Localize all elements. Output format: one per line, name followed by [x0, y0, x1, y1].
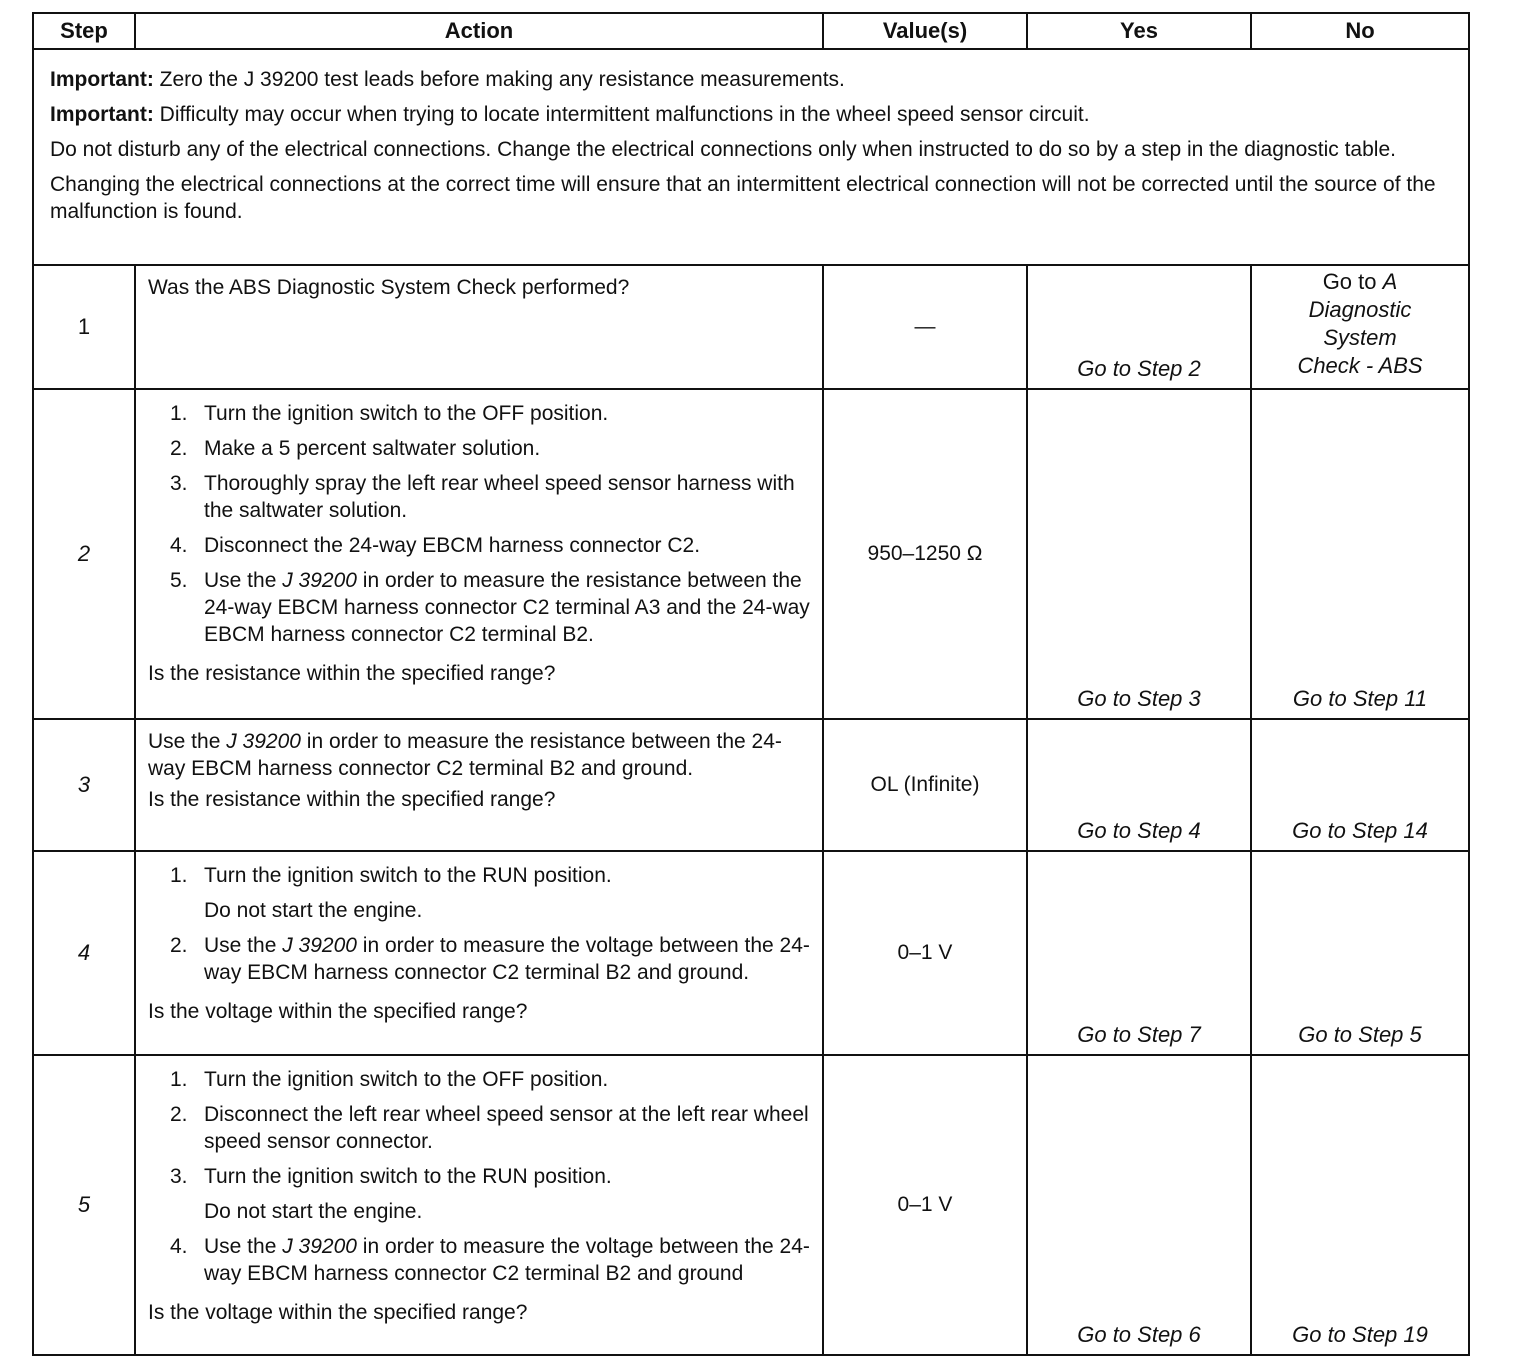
list-item [170, 932, 810, 986]
list-item [170, 897, 810, 924]
no-cell: Go to Step 5 [1251, 851, 1469, 1055]
item-text: Turn the ignition switch to the RUN position. [204, 864, 612, 887]
list-item [170, 567, 810, 648]
list-item [170, 1163, 810, 1190]
yes-cell: Go to Step 3 [1027, 389, 1251, 719]
item-text: Turn the ignition switch to the RUN position. [204, 1165, 612, 1188]
item-text-post: in order to measure the voltage between the 24-way EBCM harness connector C2 terminal B2 and ground. [204, 934, 810, 984]
table-row [33, 389, 1469, 719]
note-1-text: Zero the J 39200 test leads before making any resistance measurements. [153, 68, 845, 91]
list-item [170, 1233, 810, 1287]
no-line-3: System [1323, 325, 1397, 350]
step-number: 4 [33, 851, 135, 1055]
action-question: Was the ABS Diagnostic System Check performed? [148, 276, 630, 299]
step-number: 1 [33, 265, 135, 389]
tool-name: J 39200 [282, 1235, 357, 1258]
action-cell [135, 719, 823, 851]
yes-cell: Go to Step 2 [1027, 265, 1251, 389]
no-cell: Go to Step 11 [1251, 389, 1469, 719]
action-cell [135, 1055, 823, 1355]
note-2 [50, 101, 1452, 128]
header-yes: Yes [1027, 13, 1251, 49]
no-cell [1251, 265, 1469, 389]
yes-cell: Go to Step 4 [1027, 719, 1251, 851]
action-steps [148, 400, 810, 656]
action-question: Is the voltage within the specified range? [148, 1000, 528, 1023]
diagnostic-table [32, 12, 1470, 1356]
item-text: Thoroughly spray the left rear wheel speed sensor harness with the saltwater solution. [204, 472, 795, 522]
header-action: Action [135, 13, 823, 49]
no-cell: Go to Step 19 [1251, 1055, 1469, 1355]
list-item [170, 862, 810, 889]
list-item [170, 1066, 810, 1093]
step-number: 2 [33, 389, 135, 719]
item-text [204, 1233, 810, 1287]
diagnostic-table-page [32, 12, 1468, 1356]
tool-name: J 39200 [226, 730, 301, 753]
header-values: Value(s) [823, 13, 1027, 49]
value-cell: — [823, 265, 1027, 389]
value-cell: 950–1250 Ω [823, 389, 1027, 719]
item-text: Make a 5 percent saltwater solution. [204, 437, 541, 460]
tool-name: J 39200 [282, 569, 357, 592]
action-cell [135, 265, 823, 389]
item-number: 3. [170, 1165, 188, 1188]
item-subtext: Do not start the engine. [204, 899, 423, 922]
item-text-post: in order to measure the voltage between the 24-way EBCM harness connector C2 terminal B2 and ground [204, 1235, 810, 1285]
item-number: 4. [170, 534, 188, 557]
action-question: Is the resistance within the specified range? [148, 662, 556, 685]
yes-cell: Go to Step 6 [1027, 1055, 1251, 1355]
item-text [204, 932, 810, 986]
note-2-text: Difficulty may occur when trying to locate intermittent malfunctions in the wheel speed sensor circuit. [153, 103, 1090, 126]
notes-row [33, 49, 1469, 265]
item-text: Disconnect the 24-way EBCM harness connector C2. [204, 534, 701, 557]
action-steps [148, 1066, 810, 1295]
item-number: 2. [170, 437, 188, 460]
no-cell: Go to Step 14 [1251, 719, 1469, 851]
list-item [170, 470, 810, 524]
item-number: 1. [170, 864, 188, 887]
important-label: Important: [50, 103, 154, 126]
item-text: Disconnect the left rear wheel speed sensor at the left rear wheel speed sensor connector. [204, 1103, 809, 1153]
note-1 [50, 66, 1452, 93]
yes-cell: Go to Step 7 [1027, 851, 1251, 1055]
table-row [33, 851, 1469, 1055]
note-3: Do not disturb any of the electrical connections. Change the electrical connections only when instructed to do so by a step in the diagnostic table. [50, 138, 1396, 161]
list-item [170, 1101, 810, 1155]
no-link-letter: A [1382, 269, 1398, 294]
action-cell [135, 389, 823, 719]
action-text-post: in order to measure the resistance between the 24-way EBCM harness connector C2 terminal B2 and ground. [148, 730, 782, 780]
list-item [170, 532, 810, 559]
item-text-pre: Use the [204, 569, 283, 592]
header-no: No [1251, 13, 1469, 49]
no-line-2: Diagnostic [1308, 297, 1412, 322]
no-line-4: Check - ABS [1297, 353, 1423, 378]
list-item [170, 400, 810, 427]
action-steps [148, 862, 810, 994]
header-row [33, 13, 1469, 49]
no-prefix: Go to [1322, 269, 1383, 294]
item-number: 5. [170, 569, 188, 592]
action-text-pre: Use the [148, 730, 227, 753]
step-number: 3 [33, 719, 135, 851]
item-text-post: in order to measure the resistance between the 24-way EBCM harness connector C2 terminal A3 and the 24-way EBCM harness connector C2 terminal B2. [204, 569, 810, 646]
table-row [33, 719, 1469, 851]
action-cell [135, 851, 823, 1055]
step-number: 5 [33, 1055, 135, 1355]
value-cell: OL (Infinite) [823, 719, 1027, 851]
value-cell: 0–1 V [823, 1055, 1027, 1355]
tool-name: J 39200 [282, 934, 357, 957]
item-subtext: Do not start the engine. [204, 1200, 423, 1223]
table-row [33, 265, 1469, 389]
item-text-pre: Use the [204, 1235, 283, 1258]
item-number: 2. [170, 1103, 188, 1126]
item-number: 1. [170, 402, 188, 425]
table-row [33, 1055, 1469, 1355]
item-text: Turn the ignition switch to the OFF position. [204, 402, 609, 425]
item-text-pre: Use the [204, 934, 283, 957]
item-text [204, 567, 810, 648]
no-line-1 [1252, 268, 1468, 296]
item-number: 4. [170, 1235, 188, 1258]
action-question: Is the resistance within the specified range? [148, 788, 556, 811]
action-text [148, 728, 810, 782]
header-step: Step [33, 13, 135, 49]
value-cell: 0–1 V [823, 851, 1027, 1055]
item-number: 3. [170, 472, 188, 495]
item-number: 1. [170, 1068, 188, 1091]
list-item [170, 1198, 810, 1225]
list-item [170, 435, 810, 462]
important-label: Important: [50, 68, 154, 91]
item-number: 2. [170, 934, 188, 957]
item-text: Turn the ignition switch to the OFF position. [204, 1068, 609, 1091]
action-question: Is the voltage within the specified range? [148, 1301, 528, 1324]
note-4: Changing the electrical connections at the correct time will ensure that an intermittent electrical connection will not be corrected until the source of the malfunction is found. [50, 173, 1436, 223]
important-notes [34, 50, 1468, 241]
